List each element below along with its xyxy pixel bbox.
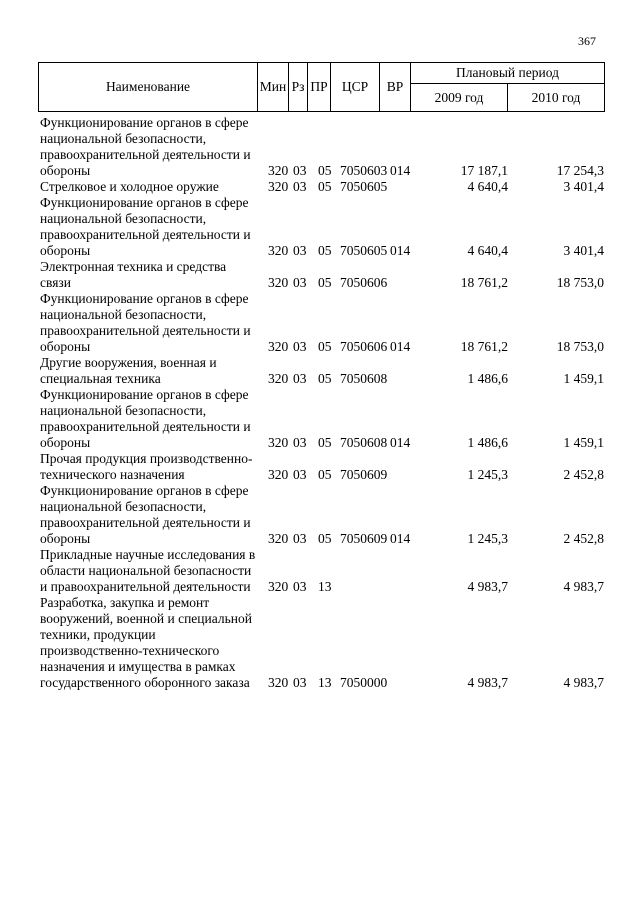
row-name: Электронная техника и средства связи: [40, 259, 227, 290]
cell-rz: 03: [293, 675, 307, 690]
table-row: [38, 291, 618, 355]
cell-pr: 13: [318, 675, 332, 690]
table-row: [38, 195, 618, 259]
cell-y2009: 4 983,7: [467, 579, 508, 594]
cell-y2010: 2 452,8: [563, 467, 604, 482]
cell-rz: 03: [293, 371, 307, 386]
header-vr: ВР: [380, 63, 411, 112]
table-row: [38, 451, 618, 483]
cell-pr: 05: [318, 179, 332, 194]
cell-pr: 05: [318, 467, 332, 482]
row-name: Прочая продукция производственно-технического назначения: [40, 451, 253, 482]
cell-pr: 05: [318, 275, 332, 290]
table-header: [38, 62, 605, 112]
cell-csr: 7050605: [340, 179, 388, 194]
cell-csr: 7050606: [340, 275, 388, 290]
table-row: [38, 179, 618, 195]
cell-csr: 7050608: [340, 435, 388, 450]
row-name: Стрелковое и холодное оружие: [40, 179, 219, 194]
cell-y2009: 17 187,1: [460, 163, 508, 178]
cell-rz: 03: [293, 339, 307, 354]
cell-pr: 05: [318, 435, 332, 450]
cell-y2010: 17 254,3: [556, 163, 604, 178]
table-row: [38, 115, 618, 179]
cell-min: 320: [268, 339, 289, 354]
cell-csr: 7050000: [340, 675, 388, 690]
table-row: [38, 483, 618, 547]
cell-rz: 03: [293, 243, 307, 258]
cell-min: 320: [268, 467, 289, 482]
table-row: [38, 259, 618, 291]
header-period: Плановый период: [411, 63, 605, 84]
row-name: Другие вооружения, военная и специальная техника: [40, 355, 217, 386]
cell-min: 320: [268, 579, 289, 594]
cell-rz: 03: [293, 579, 307, 594]
cell-y2009: 1 245,3: [467, 467, 508, 482]
cell-y2010: 18 753,0: [556, 275, 604, 290]
table-row: [38, 387, 618, 451]
cell-csr: 7050609: [340, 467, 388, 482]
cell-csr: 7050606: [340, 339, 388, 354]
cell-csr: 7050603: [340, 163, 388, 178]
cell-pr: 13: [318, 579, 332, 594]
cell-vr: 014: [390, 435, 411, 450]
cell-min: 320: [268, 675, 289, 690]
table-row: [38, 547, 618, 595]
cell-vr: 014: [390, 531, 411, 546]
cell-y2009: 18 761,2: [460, 339, 508, 354]
cell-min: 320: [268, 179, 289, 194]
cell-y2010: 1 459,1: [563, 435, 604, 450]
cell-pr: 05: [318, 163, 332, 178]
header-pr: ПР: [308, 63, 331, 112]
cell-pr: 05: [318, 531, 332, 546]
cell-csr: 7050608: [340, 371, 388, 386]
cell-min: 320: [268, 435, 289, 450]
cell-csr: 7050609: [340, 531, 388, 546]
cell-rz: 03: [293, 467, 307, 482]
cell-rz: 03: [293, 435, 307, 450]
cell-rz: 03: [293, 275, 307, 290]
row-name: Функционирование органов в сфере национальной безопасности, правоохранительной деятельности и обороны: [40, 115, 251, 178]
cell-min: 320: [268, 531, 289, 546]
row-name: Прикладные научные исследования в области национальной безопасности и правоохранительной деятельности: [40, 547, 256, 594]
cell-y2009: 1 486,6: [467, 435, 508, 450]
cell-rz: 03: [293, 163, 307, 178]
cell-y2010: 2 452,8: [563, 531, 604, 546]
cell-min: 320: [268, 243, 289, 258]
header-min: Мин: [258, 63, 289, 112]
cell-y2009: 4 983,7: [467, 675, 508, 690]
cell-y2009: 18 761,2: [460, 275, 508, 290]
row-name: Функционирование органов в сфере национальной безопасности, правоохранительной деятельности и обороны: [40, 291, 251, 354]
header-2009: 2009 год: [411, 84, 508, 112]
table-body: [38, 115, 618, 691]
cell-min: 320: [268, 163, 289, 178]
cell-y2010: 4 983,7: [563, 675, 604, 690]
cell-y2009: 4 640,4: [467, 243, 508, 258]
cell-y2010: 3 401,4: [563, 179, 604, 194]
cell-csr: 7050605: [340, 243, 388, 258]
header-name: Наименование: [39, 63, 258, 112]
row-name: Функционирование органов в сфере национальной безопасности, правоохранительной деятельности и обороны: [40, 387, 251, 450]
cell-y2009: 1 486,6: [467, 371, 508, 386]
cell-pr: 05: [318, 371, 332, 386]
header-csr: ЦСР: [331, 63, 380, 112]
cell-vr: 014: [390, 339, 411, 354]
header-2010: 2010 год: [508, 84, 605, 112]
cell-y2010: 3 401,4: [563, 243, 604, 258]
cell-min: 320: [268, 371, 289, 386]
cell-pr: 05: [318, 339, 332, 354]
table-row: [38, 355, 618, 387]
cell-y2010: 4 983,7: [563, 579, 604, 594]
header-rz: Рз: [289, 63, 308, 112]
row-name: Функционирование органов в сфере национальной безопасности, правоохранительной деятельности и обороны: [40, 483, 251, 546]
row-name: Разработка, закупка и ремонт вооружений, военной и специальной техники, продукции производственно-технического назначения и имущества в рамках государственного оборонного заказа: [40, 595, 252, 690]
cell-vr: 014: [390, 243, 411, 258]
cell-min: 320: [268, 275, 289, 290]
row-name: Функционирование органов в сфере национальной безопасности, правоохранительной деятельности и обороны: [40, 195, 251, 258]
cell-y2009: 4 640,4: [467, 179, 508, 194]
page-number: 367: [578, 34, 596, 48]
cell-y2010: 1 459,1: [563, 371, 604, 386]
cell-rz: 03: [293, 531, 307, 546]
table-row: [38, 595, 618, 691]
cell-rz: 03: [293, 179, 307, 194]
cell-pr: 05: [318, 243, 332, 258]
cell-vr: 014: [390, 163, 411, 178]
cell-y2009: 1 245,3: [467, 531, 508, 546]
cell-y2010: 18 753,0: [556, 339, 604, 354]
